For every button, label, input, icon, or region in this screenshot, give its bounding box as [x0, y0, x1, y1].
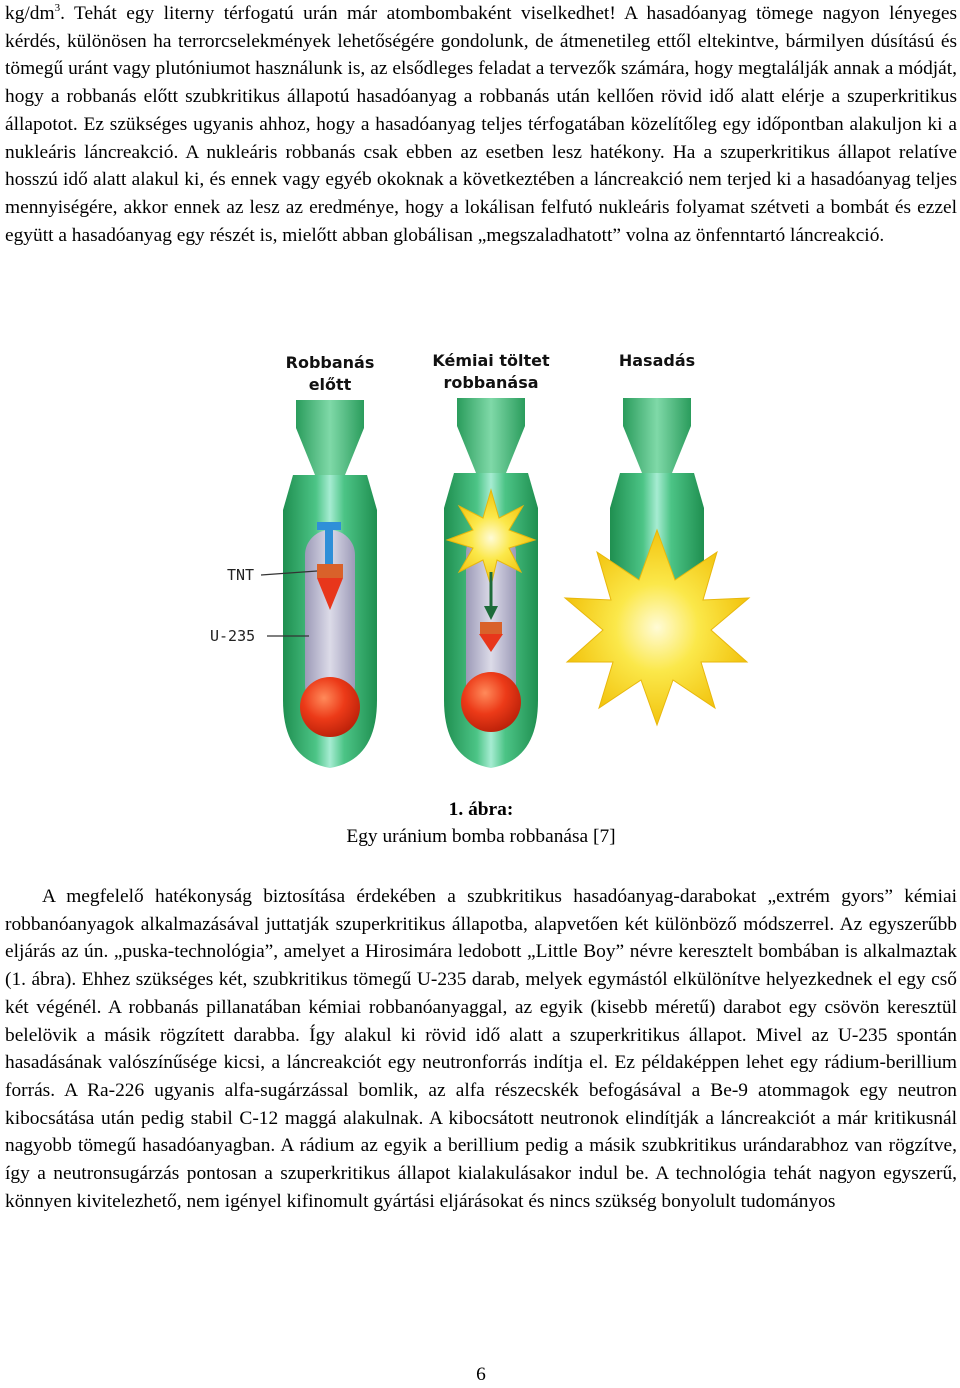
paragraph-intro-lead: kg/dm	[5, 3, 55, 24]
u235-label: U-235	[210, 627, 256, 645]
fission-explosion	[565, 530, 749, 725]
tnt-label: TNT	[227, 566, 255, 584]
uranium-target	[300, 677, 360, 737]
detonator	[325, 530, 333, 564]
paragraph-intro-rest: . Tehát egy literny térfogatú urán már atombombaként viselkedhet! A hasadóanyag tömege nagyon lényeges kérdés, különösen ha terrorcselekmények lehetőségére gondolunk, de átmenetileg ettől eltekintve, bármilyen dúsítású és tömegű uránt vagy plutóniumot használunk is, az elsődleges feladat a tervezők számára, hogy megtalálják annak a módját, hogy a robbanás előtt szubkritikus állapotú hasadóanyag a robbanás után kellően rövid idő alatt elérje a szuperkritikus állapotot. Ez szükséges ugyanis ahhoz, hogy a hasadóanyag teljes térfogatában közelítőleg egy időpontban alakuljon ki a nukleáris láncreakció. A nukleáris robbanás csak ebben az esetben lesz hatékony. Ha a szuperkritikus állapot relatíve hosszú idő alatt alakul ki, és ennek vagy egyéb okoknak a következtében a láncreakció nem terjed ki a hasadóanyag teljes mennyiségére, akkor ennek az lesz az eredménye, hogy a lokálisan felfutó nukleáris folyamat szétveti a bombát és ezzel együtt a hasadóanyag egy részét is, mielőtt abban globálisan „megszaladhatott” volna az önfenntartó láncreakció.	[5, 3, 957, 246]
bomb-before-explosion	[283, 400, 377, 768]
paragraph-gun-method: A megfelelő hatékonyság biztosítása érdekében a szubkritikus hasadóanyag-darabokat „extrém gyors” kémiai robbanóanyagok alkalmazásával juttatják szuperkritikus állapotba, alapvetően két különböző módszerrel. Az egyszerűbb eljárás az ún. „puska-technológia”, amelyet a Hirosimára ledobott „Little Boy” névre keresztelt bombában is alkalmaztak (1. ábra). Ehhez szükséges két, szubkritikus tömegű U-235 darab, melyek egymástól elkülönítve helyezkednek el egy cső két végénél. A robbanás pillanatában kémiai robbanóanyaggal, az egyik (kisebb méretű) darabot egy csövön keresztül belelövik a másik rögzített darabba. Így alakul ki rövid idő alatt a szuperkritikus állapot. Mivel az U-235 spontán hasadásának valószínűsége kicsi, a láncreakciót egy neutronforrás indítja el. Ez példaképpen lehet egy rádium-berillium forrás. A Ra-226 ugyanis alfa-sugárzással bomlik, az alfa részecskék befogásával a Be-9 atommagok egy neutron kibocsátása után pedig stabil C-12 maggá alakulnak. A kibocsátott neutronok elindítják a láncreakciót a már kritikusnál nagyobb tömegű hasadóanyagban. A rádium az egyik a berillium pedig a másik szubkritikus urándarabhoz van rögzítve, így a neutronsugárzás pontosan a szuperkritikus állapot kialakulásakor indul be. A technológia tehát nagyon egyszerű, könnyen kivitelezhető, nem igényel kifinomult gyártási eljárásokat és nincs szükség bonyolult tudományos	[5, 886, 957, 1212]
panel-2-title-line1: Kémiai töltet	[432, 351, 550, 370]
panel-2-title-line2: robbanása	[443, 373, 539, 392]
panel-1-title-line2: előtt	[308, 375, 352, 394]
paragraph-intro	[5, 0, 957, 249]
figure-caption-text: Egy uránium bomba robbanása [7]	[346, 826, 616, 847]
bomb-chemical-detonation	[444, 398, 538, 768]
bomb-diagram	[5, 340, 957, 785]
tnt-charge	[317, 564, 343, 578]
uranium-bomb-figure	[5, 340, 957, 785]
bomb-fission	[565, 398, 749, 725]
panel-3-title-line1: Hasadás	[618, 351, 696, 370]
page-number: 6	[476, 1364, 486, 1385]
figure-caption	[5, 796, 957, 850]
panel-1-title-line1: Robbanás	[285, 353, 375, 372]
figure-number: 1. ábra:	[448, 799, 514, 820]
superscript-3: 3	[54, 2, 61, 14]
